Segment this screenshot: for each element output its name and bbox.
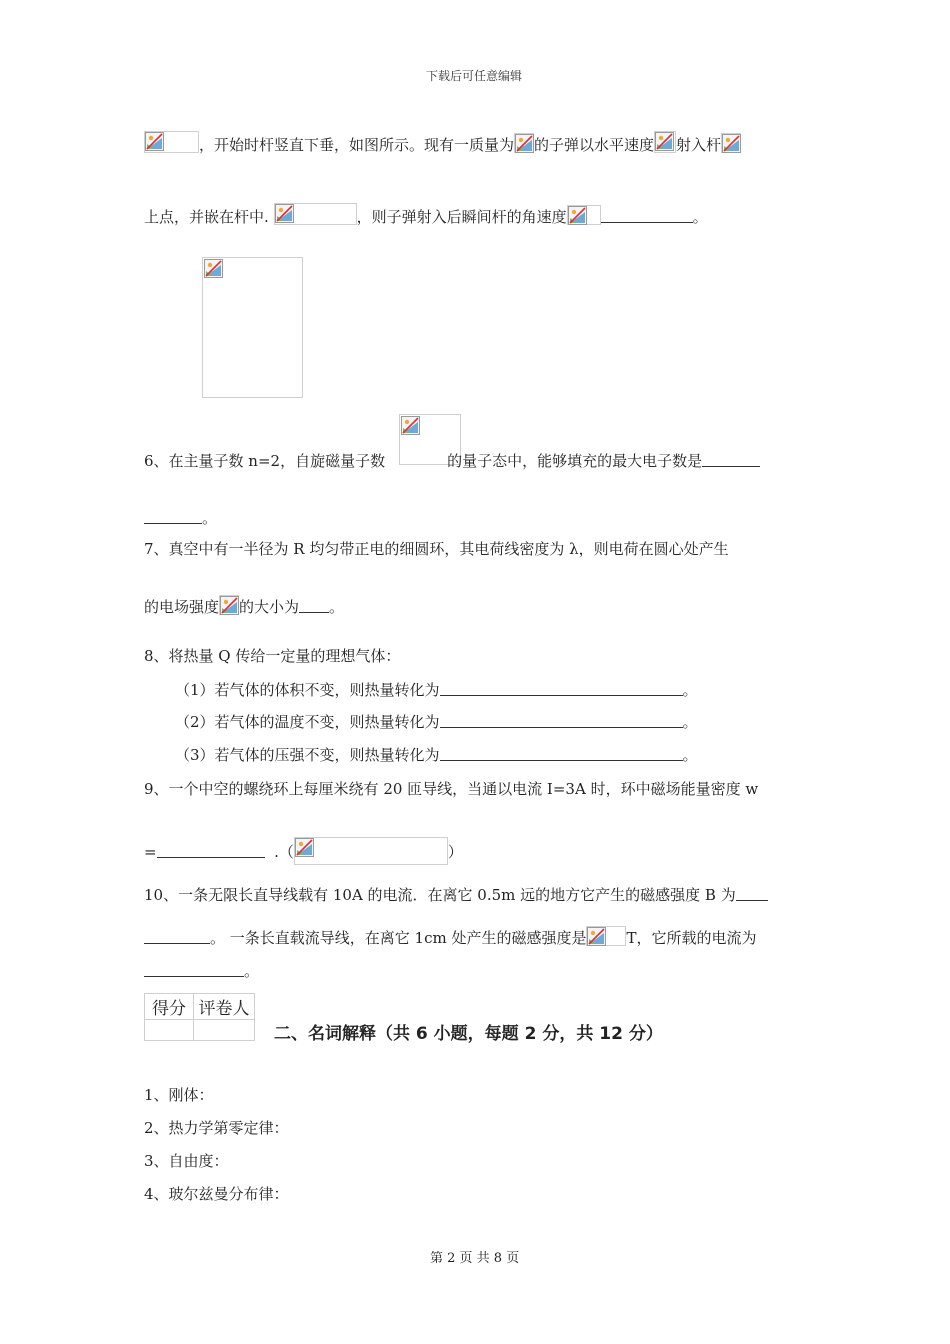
answer-blank[interactable] (157, 843, 265, 858)
term-item: 3、自由度： (144, 1152, 229, 1170)
answer-blank[interactable] (144, 509, 202, 524)
broken-image-icon (144, 131, 199, 153)
q10-line1: 10、一条无限长直导线载有 10A 的电流．在离它 0.5m 远的地方它产生的磁感强度 B 为 (144, 885, 768, 905)
q5-line2: 上点，并嵌在杆中. ，则子弹射入后瞬间杆的角速度 。 (144, 203, 708, 227)
q9-line1: 9、一个中空的螺绕环上每厘米绕有 20 匝导线，当通以电流 I=3A 时，环中磁场能量密度 w (144, 780, 759, 798)
answer-blank[interactable] (440, 681, 683, 696)
figure-placeholder (202, 257, 303, 398)
broken-image-icon (721, 133, 741, 153)
term-item: 1、刚体： (144, 1086, 214, 1104)
page-number: 第 2 页 共 8 页 (430, 1251, 520, 1266)
q8-item-3: （3）若气体的压强不变，则热量转化为 。 (175, 746, 698, 764)
q10-line3: 。 (144, 961, 259, 981)
q5-line1: ，开始时杆竖直下垂，如图所示。现有一质量为 的子弹以水平速度 射入杆 (144, 131, 741, 155)
answer-blank[interactable] (702, 452, 760, 467)
broken-image-icon (219, 595, 239, 615)
q7-line2: 的电场强度 的大小为 。 (144, 595, 344, 617)
broken-image-icon (567, 205, 601, 225)
grader-header: 评卷人 (194, 994, 255, 1020)
broken-image-icon (654, 131, 676, 153)
broken-image-icon (204, 259, 223, 278)
broken-image-icon (274, 203, 357, 225)
term-item: 2、热力学第零定律： (144, 1119, 289, 1137)
score-table (144, 993, 255, 1041)
broken-image-icon (401, 416, 420, 435)
q9-line2: = .（ ） (144, 837, 463, 865)
q6-line2: 。 (144, 508, 217, 528)
q8-stem: 8、将热量 Q 传给一定量的理想气体： (144, 647, 401, 665)
answer-blank[interactable] (736, 886, 768, 901)
answer-blank[interactable] (440, 713, 683, 728)
section-title: 二、名词解释（共 6 小题，每题 2 分，共 12 分） (274, 1024, 663, 1044)
score-cell[interactable] (145, 1020, 194, 1041)
q8-item-2: （2）若气体的温度不变，则热量转化为 。 (175, 713, 698, 731)
q7-line1: 7、真空中有一半径为 R 均匀带正电的细圆环，其电荷线密度为 λ，则电荷在圆心处产生 (144, 540, 729, 558)
answer-blank[interactable] (144, 929, 210, 944)
term-item: 4、玻尔兹曼分布律： (144, 1185, 289, 1203)
answer-blank[interactable] (299, 598, 329, 613)
grader-cell[interactable] (194, 1020, 255, 1041)
q6-line1: 6、在主量子数 n=2，自旋磁量子数 的量子态中，能够填充的最大电子数是 (144, 451, 760, 471)
q8-item-1: （1）若气体的体积不变，则热量转化为 。 (175, 681, 698, 699)
answer-blank[interactable] (144, 962, 244, 977)
q10-line2: 。 一条长直载流导线，在离它 1cm 处产生的磁感强度是 T，它所载的电流为 (144, 926, 757, 948)
score-header: 得分 (145, 994, 194, 1020)
answer-blank[interactable] (601, 208, 693, 223)
page-header-note: 下载后可任意编辑 (426, 69, 523, 83)
broken-image-icon (294, 837, 448, 865)
answer-blank[interactable] (440, 746, 683, 761)
broken-image-icon (586, 926, 626, 946)
broken-image-icon (514, 133, 534, 153)
